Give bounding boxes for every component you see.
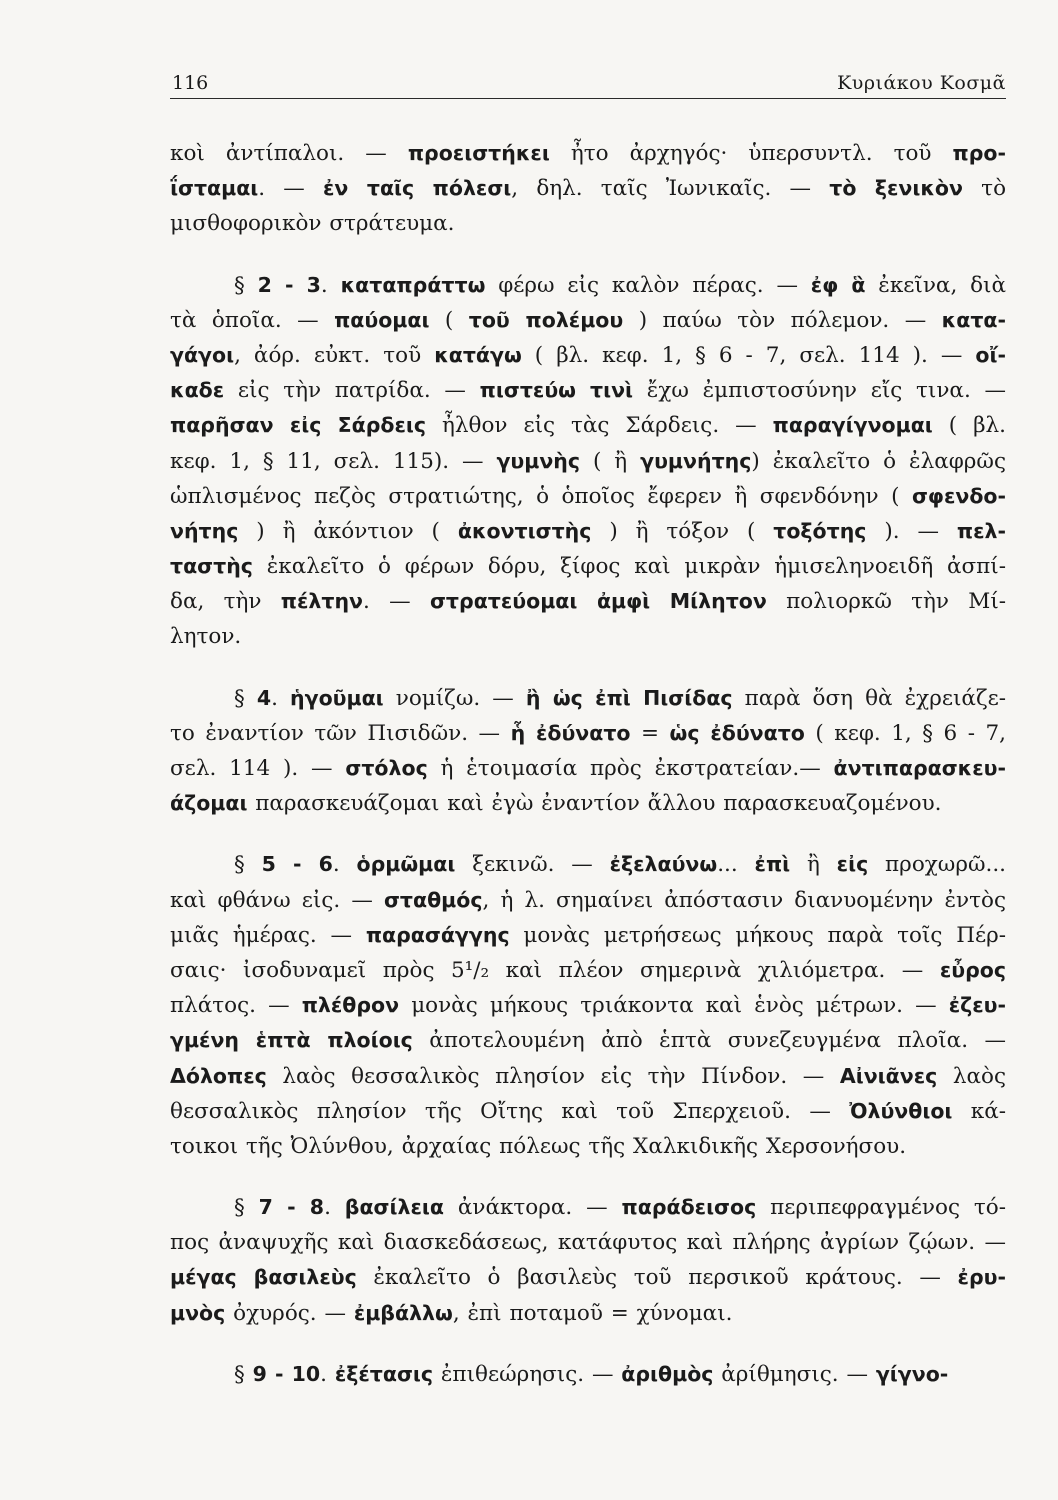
headword: πελ-	[956, 518, 1006, 543]
headword: μέγας βασιλεὺς	[170, 1265, 357, 1290]
headword: γυμνήτης	[640, 448, 752, 473]
gloss-text: μονὰς μετρήσεως μήκους παρὰ τοῖς Πέρ-	[509, 922, 1006, 948]
headword: νήτης	[170, 518, 239, 543]
paragraph-gap	[170, 1164, 1006, 1190]
text-line	[170, 268, 1006, 303]
headword: ἐξελαύνω	[609, 852, 718, 877]
gloss-text: θεσσαλικὸς πλησίον τῆς Οἴτης καὶ τοῦ Σπερχειοῦ. —	[170, 1098, 850, 1124]
gloss-text: ) ἢ ἀκόντιον (	[238, 518, 458, 544]
gloss-text: ). —	[866, 518, 957, 544]
gloss-text: ( ἢ	[580, 448, 641, 474]
gloss-text: §	[234, 1195, 259, 1221]
text-line	[170, 408, 1006, 443]
gloss-text: . —	[258, 176, 323, 202]
headword: καδε	[170, 378, 225, 403]
text-line	[170, 988, 1006, 1023]
headword: τὸ ξενικὸν	[829, 176, 963, 201]
text-line	[170, 1357, 1006, 1392]
gloss-text: πος ἀναψυχῆς καὶ διασκεδάσεως, κατάφυτος καὶ πλήρης ἀγρίων ζῴων. —	[170, 1230, 1006, 1256]
paragraph-gap	[170, 821, 1006, 847]
gloss-text: τὸ	[962, 176, 1006, 202]
gloss-text: §	[234, 852, 262, 878]
gloss-text: ἀνάκτορα. —	[443, 1195, 622, 1221]
gloss-text: §	[234, 1361, 253, 1387]
paragraph-gap	[170, 242, 1006, 268]
gloss-text: ...	[717, 852, 755, 878]
headword: γίγνο-	[875, 1361, 949, 1386]
gloss-text: λαὸς	[937, 1063, 1006, 1089]
gloss-text: , ἐπὶ ποταμοῦ = χύνομαι.	[452, 1300, 733, 1326]
gloss-text: κεφ. 1, § 11, σελ. 115). —	[170, 448, 497, 474]
gloss-text: κά-	[952, 1098, 1006, 1124]
gloss-text: ( βλ.	[932, 413, 1006, 439]
gloss-text: ) ἐκαλεῖτο ὁ ἐλαφρῶς	[751, 448, 1006, 474]
gloss-text: λητον.	[170, 624, 242, 650]
paragraph	[170, 136, 1006, 242]
headword: ἐζευ-	[948, 993, 1006, 1018]
gloss-text: το ἐναντίον τῶν Πισιδῶν. —	[170, 720, 511, 746]
gloss-text: δα, τὴν	[170, 589, 281, 615]
headword: παραγίγνομαι	[772, 413, 933, 438]
headword: πέλτην	[280, 589, 364, 614]
headword: ἐπὶ	[754, 852, 791, 877]
paragraph	[170, 847, 1006, 1164]
text-line	[170, 373, 1006, 408]
gloss-text: ( κεφ. 1, § 6 - 7,	[804, 720, 1006, 746]
gloss-text: λαὸς θεσσαλικὸς πλησίον εἰς τὴν Πίνδον. —	[266, 1063, 840, 1089]
text-line	[170, 514, 1006, 549]
gloss-text: ἐπιθεώρησις. —	[433, 1361, 622, 1387]
text-line	[170, 786, 1006, 821]
headword: προ-	[952, 141, 1006, 165]
gloss-text: ἐκαλεῖτο ὁ βασιλεὺς τοῦ περσικοῦ κράτους. —	[356, 1265, 958, 1291]
gloss-text: .	[320, 1361, 335, 1387]
headword: ὁρμῶμαι	[356, 852, 456, 877]
gloss-text: ἐκεῖνα, διὰ	[865, 272, 1006, 298]
headword: ἀριθμὸς	[621, 1361, 714, 1386]
gloss-text: ξεκινῶ. —	[455, 852, 610, 878]
headword: σταθμός	[383, 887, 483, 912]
gloss-text: τὰ ὁποῖα. —	[170, 307, 335, 333]
headword: ἢ ὡς ἐπὶ Πισίδας	[525, 685, 733, 710]
running-title: Κυριάκου Κοσμᾶ	[837, 72, 1006, 94]
gloss-text: .	[332, 852, 357, 878]
gloss-text: μονὰς μήκους τριάκοντα καὶ ἑνὸς μέτρων. —	[399, 993, 949, 1019]
gloss-text: .	[320, 272, 341, 298]
gloss-text: εἰς τὴν πατρίδα. —	[224, 378, 480, 404]
gloss-text: κοὶ ἀντίπαλοι. —	[170, 141, 408, 166]
headword: Δόλοπες	[170, 1063, 267, 1088]
page-number: 116	[172, 72, 209, 94]
gloss-text: ἀρίθμησις. —	[713, 1361, 876, 1387]
paragraph-gap	[170, 655, 1006, 681]
gloss-text: πλάτος. —	[170, 993, 302, 1019]
headword: βασίλεια	[344, 1195, 444, 1220]
gloss-text: ἔχω ἐμπιστοσύνην εἴς τινα. —	[633, 378, 1006, 404]
gloss-text: ὀχυρός. —	[225, 1300, 354, 1326]
headword: ἧ ἐδύνατο	[510, 720, 631, 745]
headword: ΐσταμαι	[170, 176, 259, 201]
text-line	[170, 847, 1006, 882]
gloss-text: μιᾶς ἡμέρας. —	[170, 922, 366, 948]
paragraph	[170, 268, 1006, 655]
headword: προειστήκει	[407, 141, 550, 165]
gloss-text: φέρω εἰς καλὸν πέρας. —	[485, 272, 811, 298]
headword: γμένη ἑπτὰ πλοίοις	[170, 1028, 413, 1053]
headword: ἡγοῦμαι	[290, 685, 384, 710]
headword: στρατεύομαι ἀμφὶ Μίλητον	[429, 589, 767, 614]
gloss-text: (	[429, 307, 469, 333]
headword: 9 - 10	[252, 1361, 321, 1386]
text-line	[170, 751, 1006, 786]
gloss-text: ) παύω τὸν πόλεμον. —	[623, 307, 942, 333]
headword: 7 - 8	[258, 1195, 325, 1220]
headword: Αἰνιᾶνες	[839, 1063, 938, 1088]
paragraph	[170, 681, 1006, 822]
headword: κατα-	[941, 307, 1006, 332]
headword: γυμνὴς	[496, 448, 581, 473]
text-line	[170, 1260, 1006, 1295]
text-line	[170, 338, 1006, 373]
headword: ἀντιπαρασκευ-	[833, 756, 1006, 780]
text-line	[170, 549, 1006, 584]
gloss-text: ἀποτελουμένη ἀπὸ ἑπτὰ συνεζευγμένα πλοῖα. —	[412, 1028, 1006, 1054]
text-line	[170, 444, 1006, 479]
headword: ἐξέτασις	[334, 1361, 434, 1386]
text-line	[170, 479, 1006, 514]
gloss-text: =	[630, 720, 670, 746]
gloss-text: νομίζω. —	[383, 685, 526, 711]
headword: σφενδο-	[911, 483, 1006, 508]
text-line	[170, 171, 1006, 206]
gloss-text: ) ἢ τόξον (	[591, 518, 774, 544]
headword: ἐφ ἃ	[810, 272, 866, 297]
page-header	[170, 68, 1006, 99]
text-line	[170, 883, 1006, 918]
gloss-text: παρὰ ὅση θὰ ἐχρειάζε-	[732, 685, 1006, 711]
gloss-text: προχωρῶ...	[868, 852, 1006, 878]
headword: τοῦ πολέμου	[468, 307, 624, 332]
text-line	[170, 1296, 1006, 1331]
gloss-text: μισθοφορικὸν στράτευμα.	[170, 211, 455, 237]
headword: εἰς	[836, 852, 869, 877]
text-line	[170, 206, 1006, 241]
gloss-text: ἦλθον εἰς τὰς Σάρδεις. —	[426, 413, 773, 439]
paragraph-gap	[170, 1331, 1006, 1357]
gloss-text: ἦτο ἀρχηγός· ὑπερσυντλ. τοῦ	[549, 141, 953, 166]
gloss-text: ἡ ἑτοιμασία πρὸς ἐκστρατείαν.—	[427, 756, 834, 781]
headword: τοξότης	[773, 518, 867, 543]
text-line	[170, 136, 1006, 171]
headword: καταπράττω	[340, 272, 486, 297]
paragraph	[170, 1357, 1006, 1392]
headword: παύομαι	[334, 307, 430, 332]
text-line	[170, 1023, 1006, 1058]
headword: παρασάγγης	[365, 922, 510, 947]
headword: ἐν ταῖς πόλεσι	[323, 176, 512, 201]
gloss-text: σελ. 114 ). —	[170, 756, 346, 781]
gloss-text: τοικοι τῆς Ὀλύνθου, ἀρχαίας πόλεως τῆς Χαλκιδικῆς Χερσονήσου.	[170, 1133, 907, 1159]
text-line	[170, 1225, 1006, 1260]
text-line	[170, 1129, 1006, 1164]
gloss-text: ( βλ. κεφ. 1, § 6 - 7, σελ. 114 ). —	[521, 342, 976, 368]
gloss-text: , ἡ λ. σημαίνει ἀπόστασιν διανυομένην ἐντὸς	[482, 887, 1006, 913]
gloss-text: , δηλ. ταῖς Ἰωνικαῖς. —	[511, 176, 830, 202]
text-line	[170, 716, 1006, 751]
headword: πιστεύω τινὶ	[479, 378, 634, 403]
headword: κατάγω	[434, 342, 522, 367]
text-line	[170, 1190, 1006, 1225]
gloss-text: ἐκαλεῖτο ὁ φέρων δόρυ, ξίφος καὶ μικρὰν ἡμισεληνοειδῆ ἀσπί-	[252, 554, 1006, 580]
headword: 5 - 6	[261, 852, 333, 877]
text-line	[170, 918, 1006, 953]
headword: οἴ-	[975, 342, 1006, 367]
text-line	[170, 619, 1006, 654]
gloss-text: .	[271, 685, 291, 711]
text-line	[170, 584, 1006, 619]
gloss-text: σαις· ἰσοδυναμεῖ πρὸς 5¹/₂ καὶ πλέον σημερινὰ χιλιόμετρα. —	[170, 957, 940, 983]
headword: μνὸς	[170, 1300, 226, 1325]
gloss-text: ὡπλισμένος πεζὸς στρατιώτης, ὁ ὁποῖος ἔφερεν ἢ σφενδόνην (	[170, 483, 912, 509]
headword: άζομαι	[170, 791, 248, 816]
gloss-text: πολιορκῶ τὴν Μί-	[766, 589, 1006, 615]
headword: εὖρος	[939, 957, 1006, 982]
headword: ὡς ἐδύνατο	[669, 720, 805, 745]
headword: Ὀλύνθιοι	[849, 1098, 953, 1123]
gloss-text: περιπεφραγμένος τό-	[756, 1195, 1006, 1221]
headword: ἀκοντιστὴς	[457, 518, 592, 543]
text-line	[170, 953, 1006, 988]
gloss-text: §	[234, 272, 258, 298]
headword: παράδεισος	[621, 1195, 757, 1220]
headword: ἐρυ-	[957, 1265, 1006, 1290]
gloss-text: §	[234, 685, 257, 711]
headword: ἐμβάλλω	[353, 1300, 453, 1325]
headword: γάγοι	[170, 342, 235, 367]
headword: πλέθρον	[301, 993, 400, 1018]
headword: ταστὴς	[170, 554, 253, 579]
gloss-text: .	[324, 1195, 345, 1221]
headword: παρῆσαν εἰς Σάρδεις	[170, 413, 427, 438]
gloss-text: , ἀόρ. εὐκτ. τοῦ	[234, 342, 435, 368]
commentary-text	[170, 136, 1006, 1392]
gloss-text: . —	[363, 589, 430, 615]
text-line	[170, 1059, 1006, 1094]
text-line	[170, 681, 1006, 716]
gloss-text: παρασκευάζομαι καὶ ἐγὼ ἐναντίον ἄλλου παρασκευαζομένου.	[247, 791, 942, 817]
gloss-text: καὶ φθάνω εἰς. —	[170, 887, 384, 913]
paragraph	[170, 1190, 1006, 1331]
text-line	[170, 1094, 1006, 1129]
headword: στόλος	[345, 756, 428, 780]
headword: 2 - 3	[257, 272, 321, 297]
text-line	[170, 303, 1006, 338]
headword: 4	[256, 685, 272, 710]
gloss-text: ἢ	[790, 852, 837, 878]
